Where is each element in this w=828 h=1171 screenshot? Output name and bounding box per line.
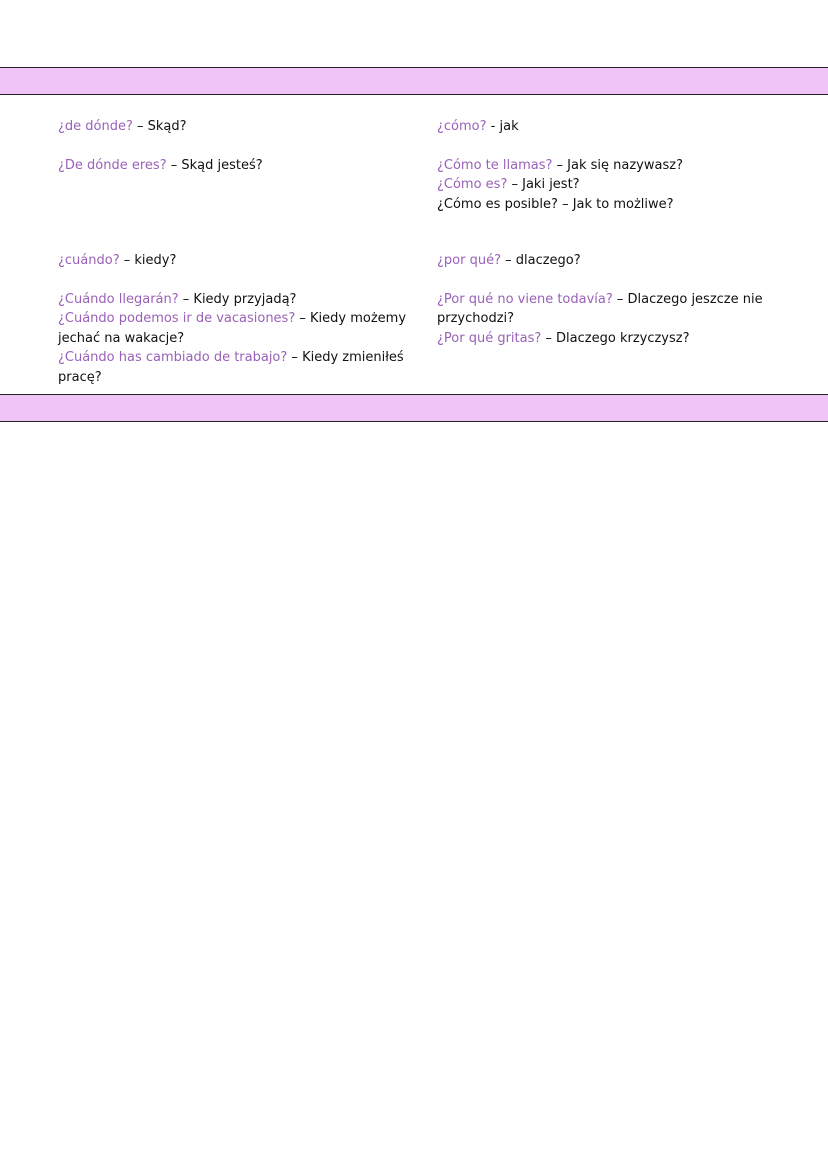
example-line: [437, 175, 683, 195]
spanish-text: ¿Cuándo has cambiado de trabajo?: [58, 350, 288, 365]
spanish-text: ¿de dónde?: [58, 119, 133, 134]
example-line-continuation: [437, 309, 763, 329]
polish-text: Skąd?: [147, 119, 187, 134]
separator: –: [500, 253, 516, 268]
spanish-text: ¿Por qué gritas?: [437, 330, 542, 346]
example-line-continuation: [58, 329, 406, 349]
example-line-continuation: [58, 368, 406, 388]
polish-text: pracę?: [58, 369, 102, 385]
separator: –: [295, 311, 310, 326]
polish-text: kiedy?: [134, 253, 177, 268]
example-text: ¿Cómo es posible? – Jak to możliwe?: [437, 196, 674, 212]
example-line: [58, 290, 406, 310]
example-line: [58, 156, 263, 176]
polish-text: jechać na wakacje?: [58, 330, 185, 346]
spanish-text: ¿Cuándo llegarán?: [58, 291, 179, 307]
spanish-text: ¿cuándo?: [58, 253, 120, 268]
spanish-text: ¿De dónde eres?: [58, 157, 167, 173]
polish-text: Jaki jest?: [522, 177, 580, 192]
separator: –: [612, 291, 628, 307]
heading-donde: [58, 117, 263, 137]
spanish-text: ¿cómo?: [437, 119, 487, 134]
block-donde: [58, 117, 263, 175]
separator: -: [486, 119, 500, 134]
separator: –: [287, 350, 303, 365]
example-line: [58, 309, 406, 329]
polish-text: Skąd jesteś?: [181, 157, 263, 173]
spanish-text: ¿Cuándo podemos ir de vacasiones?: [58, 311, 296, 326]
example-line: [437, 329, 763, 349]
bottom-band: [0, 394, 828, 422]
separator: –: [166, 157, 182, 173]
polish-text: jak: [499, 119, 519, 134]
block-porque: [437, 251, 763, 348]
spanish-text: ¿Por qué no viene todavía?: [437, 291, 613, 307]
spanish-text: ¿Cómo te llamas?: [437, 157, 553, 173]
polish-text: dlaczego?: [515, 253, 581, 268]
heading-cuando: [58, 251, 406, 271]
polish-text: przychodzi?: [437, 311, 515, 326]
separator: –: [507, 177, 523, 192]
example-line: [437, 195, 683, 215]
polish-text: Kiedy możemy: [310, 311, 407, 326]
separator: –: [541, 330, 557, 346]
example-line: [58, 348, 406, 368]
spanish-text: ¿Cómo es?: [437, 177, 508, 192]
polish-text: Jak się nazywasz?: [567, 157, 683, 173]
separator: –: [552, 157, 568, 173]
polish-text: Kiedy zmieniłeś: [302, 350, 404, 365]
polish-text: Dlaczego krzyczysz?: [556, 330, 690, 346]
polish-text: Dlaczego jeszcze nie: [627, 291, 763, 307]
separator: –: [178, 291, 194, 307]
heading-porque: [437, 251, 763, 271]
polish-text: Kiedy przyjadą?: [193, 291, 297, 307]
separator: –: [132, 119, 148, 134]
example-line: [437, 290, 763, 310]
block-como: [437, 117, 683, 214]
heading-como: [437, 117, 683, 137]
top-band: [0, 67, 828, 95]
block-cuando: [58, 251, 406, 387]
spanish-text: ¿por qué?: [437, 253, 501, 268]
separator: –: [119, 253, 135, 268]
example-line: [437, 156, 683, 176]
